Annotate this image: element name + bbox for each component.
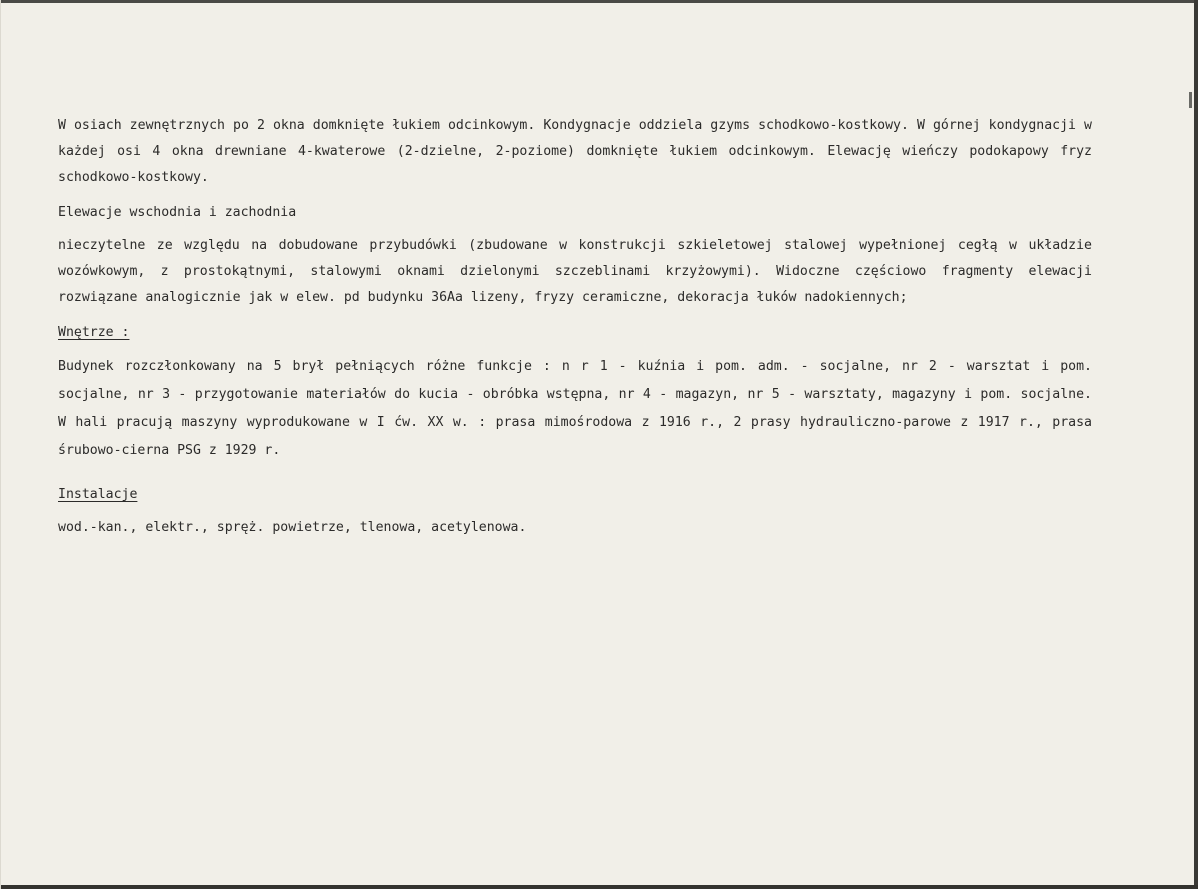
scan-top-edge <box>1 0 1198 3</box>
scan-mark <box>1189 92 1192 108</box>
paragraph-interior: Budynek rozczłonkowany na 5 brył pełniących różne funkcje : n r 1 - kuźnia i pom. adm. - socjalne, nr 2 - warsztat i pom. socjalne, nr 3 - przygotowanie materiałów do kucia - obróbka wstępna, nr 4 - magazyn, nr 5 - warsztaty, magazyny i pom. socjalne. W hali pracują maszyny wyprodukowane w I ćw. XX w. : prasa mimośrodowa z 1916 r., 2 prasy hydrauliczno-parowe z 1917 r., prasa śrubowo-cierna PSG z 1929 r. <box>58 359 1092 458</box>
scan-bottom-edge <box>1 885 1198 889</box>
paragraph-elevations: nieczytelne ze względu na dobudowane przybudówki (zbudowane w konstrukcji szkieletowej stalowej wypełnionej cegłą w układzie wozówkowym, z prostokątnymi, stalowymi oknami dzielonymi szczeblinami krzyżowymi). Widoczne częściowo fragmenty elewacji rozwiązane analogicznie jak w elew. pd budynku 36Aa lizeny, fryzy ceramiczne, dekoracja łuków nadokiennych; <box>58 238 1092 305</box>
paragraph-facade-description: W osiach zewnętrznych po 2 okna domknięte łukiem odcinkowym. Kondygnacje oddziela gzyms schodkowo-kostkowy. W górnej kondygnacji w każdej osi 4 okna drewniane 4-kwaterowe (2-dzielne, 2-poziome) domknięte łukiem odcinkowym. Elewację wieńczy podokapowy fryz schodkowo-kostkowy. <box>58 118 1092 185</box>
paragraph-installations: wod.-kan., elektr., spręż. powietrze, tlenowa, acetylenowa. <box>58 520 527 535</box>
heading-interior: Wnętrze : <box>58 325 130 340</box>
scan-right-edge <box>1194 0 1198 889</box>
heading-elevations: Elewacje wschodnia i zachodnia <box>58 205 297 220</box>
heading-installations: Instalacje <box>58 487 138 502</box>
document-body <box>58 113 1092 541</box>
